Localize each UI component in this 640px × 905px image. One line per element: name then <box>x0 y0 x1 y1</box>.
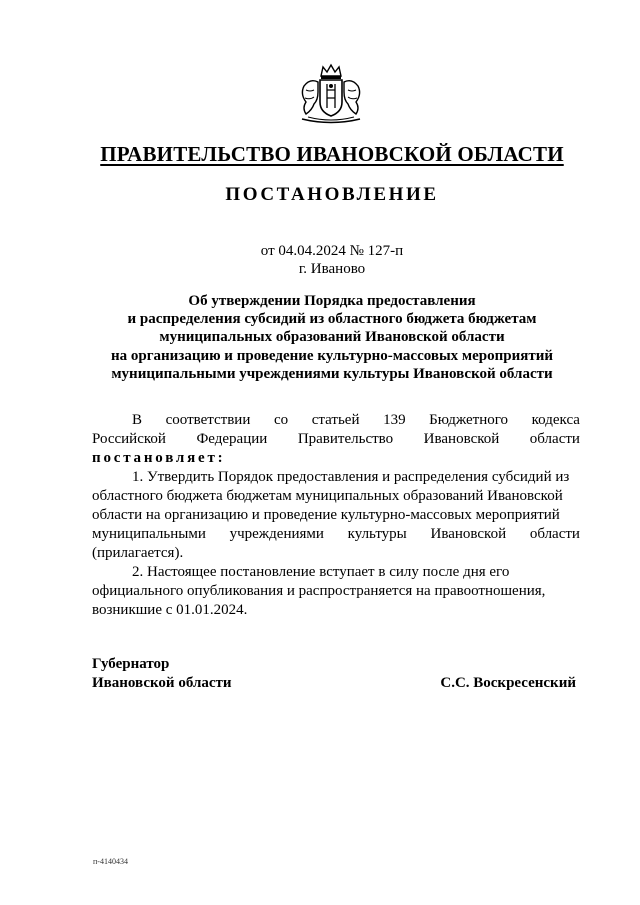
word: Ивановской <box>423 431 500 447</box>
word: В <box>132 412 143 428</box>
word: культуры <box>347 526 407 542</box>
document-subject <box>60 292 604 383</box>
coat-of-arms-icon <box>292 62 370 126</box>
word: 139 <box>383 412 406 428</box>
item-2-line: возникшие с 01.01.2024. <box>92 602 248 618</box>
preamble-line <box>92 430 580 449</box>
word: Российской <box>92 431 166 447</box>
position-line: Ивановской области <box>92 675 232 691</box>
item-2-line: 2. Настоящее постановление вступает в силу после дня его <box>132 564 510 580</box>
subject-line: муниципальных образований Ивановской области <box>159 329 505 346</box>
word: соответствии <box>165 412 251 428</box>
word: муниципальными <box>92 526 206 542</box>
preamble-line <box>92 411 580 430</box>
position-line: Губернатор <box>92 656 170 672</box>
word: Федерации <box>196 431 268 447</box>
word: области <box>529 526 580 542</box>
word: Бюджетного <box>429 412 509 428</box>
word: области <box>529 431 580 447</box>
word: учреждениями <box>229 526 324 542</box>
item-1-line: (прилагается). <box>92 545 184 561</box>
document-code: п-4140434 <box>93 857 128 866</box>
document-body <box>92 411 580 620</box>
subject-line: и распределения субсидий из областного бюджета бюджетам <box>127 311 537 328</box>
item-1-line <box>92 525 580 544</box>
word: Ивановской <box>430 526 507 542</box>
signatory-name: С.С. Воскресенский <box>440 675 576 691</box>
subject-line: Об утверждении Порядка предоставления <box>188 293 476 309</box>
word: со <box>273 412 289 428</box>
date-number: от 04.04.2024 № 127-п <box>260 243 404 259</box>
word: кодекса <box>531 412 580 428</box>
document-type: ПОСТАНОВЛЕНИЕ <box>225 184 439 205</box>
item-1-line: области на организацию и проведение культурно-массовых мероприятий <box>92 507 560 523</box>
city: г. Иваново <box>298 261 366 277</box>
signatory-position <box>92 655 232 693</box>
government-title: ПРАВИТЕЛЬСТВО ИВАНОВСКОЙ ОБЛАСТИ <box>100 142 564 166</box>
item-1-line: 1. Утвердить Порядок предоставления и распределения субсидий из <box>132 469 570 485</box>
subject-line: муниципальными учреждениями культуры Ивановской области <box>111 365 553 382</box>
subject-line: на организацию и проведение культурно-массовых мероприятий <box>110 347 554 364</box>
word: статьей <box>311 412 360 428</box>
item-2-line: официального опубликования и распространяется на правоотношения, <box>92 583 546 599</box>
word: Правительство <box>297 431 394 447</box>
resolution-word: постановляет: <box>92 450 226 466</box>
item-1-line: областного бюджета бюджетам муниципальных образований Ивановской <box>92 488 563 504</box>
